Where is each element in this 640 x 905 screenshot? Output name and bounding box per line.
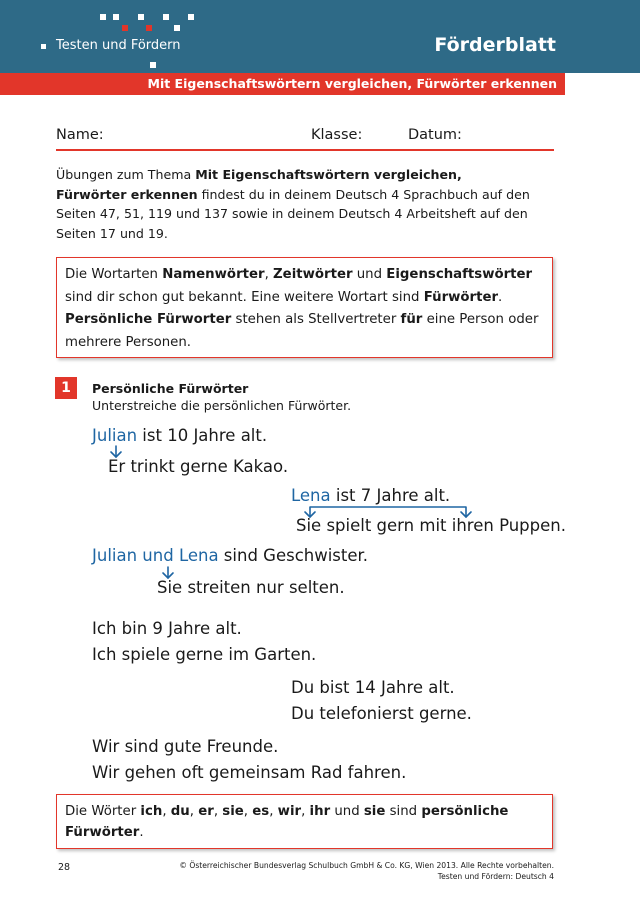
copyright-text: © Österreichischer Bundesverlag Schulbuch GmbH & Co. KG, Wien 2013. Alle Rechte vorbehalten. bbox=[179, 861, 554, 870]
sentence-text: Ich spiele gerne im Garten. bbox=[92, 645, 317, 664]
info-text: , bbox=[264, 267, 274, 282]
summary-text: , bbox=[301, 804, 310, 819]
noun-highlight: Julian und Lena bbox=[92, 546, 219, 565]
sentence-text: sind Geschwister. bbox=[218, 546, 369, 565]
intro-bold: Mit Eigenschaftswörtern vergleichen, bbox=[195, 167, 462, 182]
brand-label: Testen und Fördern bbox=[56, 38, 181, 53]
pronoun: es bbox=[252, 804, 270, 819]
arrow-down-icon bbox=[111, 446, 121, 457]
name-label: Name: bbox=[56, 127, 104, 143]
summary-text: , bbox=[162, 804, 171, 819]
noun-highlight: Julian bbox=[92, 426, 138, 445]
summary-text: , bbox=[243, 804, 253, 819]
info-text: sind dir schon gut bekannt. Eine weitere Wortart sind bbox=[65, 289, 424, 305]
sentence-text: Wir sind gute Freunde. bbox=[92, 737, 279, 756]
info-text: Die Wortarten bbox=[65, 267, 163, 282]
info-bold: Eigenschaftswörter bbox=[386, 267, 533, 282]
summary-text: , bbox=[269, 804, 278, 819]
summary-text: und bbox=[330, 804, 364, 819]
date-label: Datum: bbox=[408, 127, 462, 143]
intro-part: Übungen zum Thema bbox=[56, 167, 196, 182]
sentence-text: Wir gehen oft gemeinsam Rad fahren. bbox=[92, 763, 407, 782]
exercise-instruction: Unterstreiche die persönlichen Fürwörter. bbox=[92, 398, 352, 413]
info-bold: Fürwörter bbox=[423, 289, 499, 305]
noun-highlight: Lena bbox=[291, 486, 331, 505]
intro-part: findest du in deinem Deutsch 4 Sprachbuch auf den Seiten 47, 51, 119 und 137 sowie in deinem Deutsch 4 Arbeitsheft auf den Seiten 17 und 19. bbox=[56, 186, 530, 241]
summary-text: sind bbox=[385, 804, 422, 819]
exercise-number: 1 bbox=[55, 377, 77, 399]
sentence-text: Ich bin 9 Jahre alt. bbox=[92, 619, 242, 638]
info-text: . bbox=[498, 289, 503, 305]
footer-copyright bbox=[179, 861, 554, 882]
page-number: 28 bbox=[58, 862, 71, 873]
info-bold: Zeitwörter bbox=[273, 267, 353, 282]
page-title: Förderblatt bbox=[434, 34, 556, 56]
arrow-down-icon bbox=[163, 567, 173, 578]
pronoun: du bbox=[170, 804, 190, 819]
sentence-text: Du bist 14 Jahre alt. bbox=[291, 678, 455, 697]
info-text: und bbox=[352, 267, 387, 282]
summary-box bbox=[56, 794, 553, 849]
info-text: stehen als Stellvertreter bbox=[231, 312, 401, 327]
pronoun: sie bbox=[363, 804, 386, 819]
info-bold: Persönliche Fürworter bbox=[65, 312, 232, 327]
intro-bold: Fürwörter erkennen bbox=[56, 186, 198, 202]
summary-text: Die Wörter bbox=[65, 804, 141, 819]
summary-text: . bbox=[139, 825, 144, 840]
summary-text: , bbox=[189, 804, 199, 819]
pronoun: wir bbox=[277, 804, 302, 819]
summary-text: , bbox=[213, 804, 223, 819]
sentence-text: ist 7 Jahre alt. bbox=[330, 486, 451, 505]
topic-label: Mit Eigenschaftswörtern vergleichen, Fürwörter erkennen bbox=[147, 76, 557, 91]
pronoun: ihr bbox=[309, 804, 331, 819]
book-title: Testen und Fördern: Deutsch 4 bbox=[437, 871, 554, 881]
info-bold: für bbox=[400, 312, 423, 327]
sentence-text: Er trinkt gerne Kakao. bbox=[108, 457, 289, 476]
summary-bold: persönliche Fürwörter bbox=[65, 804, 509, 840]
info-text: eine Person oder mehrere Personen. bbox=[65, 312, 539, 350]
pronoun: ich bbox=[140, 804, 163, 819]
sentence-text: Sie streiten nur selten. bbox=[157, 578, 345, 597]
info-bold: Namenwörter bbox=[162, 267, 265, 282]
exercise-title: Persönliche Fürwörter bbox=[92, 381, 249, 396]
class-label: Klasse: bbox=[311, 127, 363, 143]
pronoun: er bbox=[198, 804, 214, 819]
bracket-arrow-icon bbox=[305, 507, 471, 517]
sentence-text: ist 10 Jahre alt. bbox=[137, 426, 268, 445]
pronoun: sie bbox=[222, 804, 244, 819]
sentence-text: Du telefonierst gerne. bbox=[291, 704, 472, 723]
sentence-text: Sie spielt gern mit ihren Puppen. bbox=[296, 516, 566, 535]
